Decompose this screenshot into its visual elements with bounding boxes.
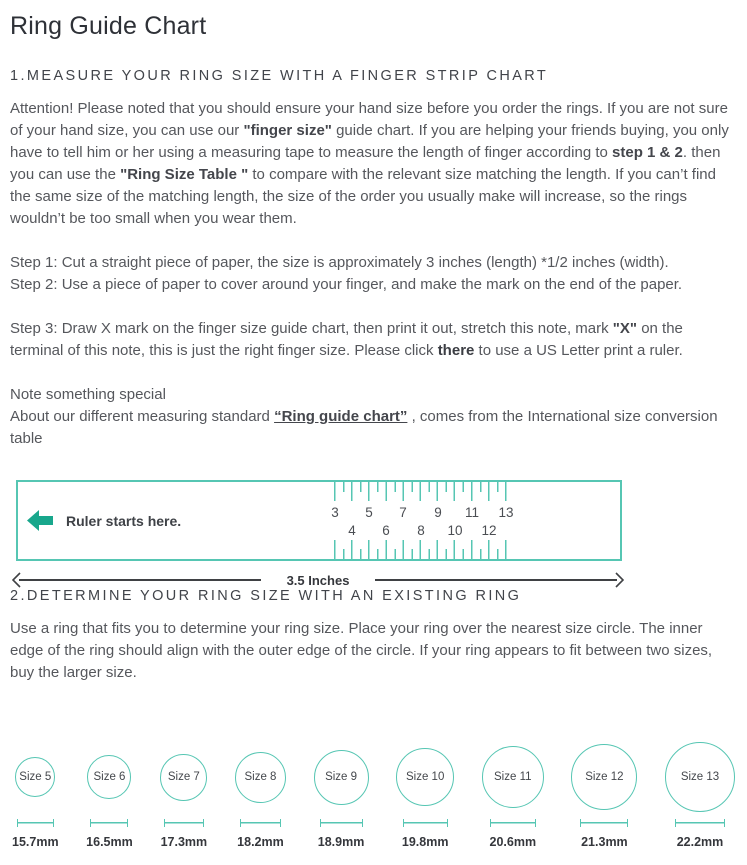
intro-paragraph xyxy=(10,98,737,230)
size-circle xyxy=(482,746,544,808)
left-arrow-icon xyxy=(27,510,53,531)
size-item xyxy=(665,740,735,849)
step-3-text: on the terminal of this note, this is just the right finger size. Please click xyxy=(10,320,683,359)
ruler-number: 6 xyxy=(382,523,390,538)
measure-line-left xyxy=(19,579,261,581)
size-item xyxy=(314,740,369,849)
diameter-line xyxy=(90,819,128,827)
size-item xyxy=(160,740,207,849)
section2-paragraph: Use a ring that fits you to determine your ring size. Place your ring over the nearest size circle. The inner edge of the ring should align with the outer edge of the circle. If your ring appears to fit between two sizes, buy the larger size. xyxy=(10,620,713,681)
step-1-text: Step 1: Cut a straight piece of paper, the size is approximately 3 inches (length) *1/2 inches (width). xyxy=(10,254,669,271)
step-2-text: Step 2: Use a piece of paper to cover around your finger, and make the mark on the end of the paper. xyxy=(10,276,683,293)
size-circle xyxy=(396,748,454,806)
ruler-ticks-top xyxy=(334,481,508,501)
diameter-value: 17.3mm xyxy=(160,835,208,849)
ruler-number: 5 xyxy=(365,505,373,520)
measure-line-right xyxy=(375,579,617,581)
page-title: Ring Guide Chart xyxy=(10,12,207,40)
x-mark-emphasis: "X" xyxy=(612,320,638,337)
size-circle xyxy=(15,757,55,797)
size-label: Size 7 xyxy=(167,771,200,783)
arrowhead-right-icon xyxy=(615,572,624,588)
size-label: Size 10 xyxy=(405,771,445,783)
size-label: Size 11 xyxy=(494,771,532,783)
ring-size-circles xyxy=(10,740,737,849)
diameter-line xyxy=(240,819,281,827)
step-3-text: Step 3: Draw X mark on the finger size guide chart, then print it out, stretch this note, mark xyxy=(10,320,613,337)
diameter-line xyxy=(17,819,54,827)
intro-text: to compare with the relevant size matching the length. If you can’t find the same size of the matching length, the size of the order you usually make will increase, so the rings wouldn’t be too small when you wear them. xyxy=(10,166,716,227)
size-circle xyxy=(571,744,637,810)
section2-heading: 2.DETERMINE YOUR RING SIZE WITH AN EXISTING RING xyxy=(10,588,522,604)
size-item xyxy=(12,740,59,849)
steps-1-2 xyxy=(10,252,737,296)
ring-size-table-emphasis: "Ring Size Table " xyxy=(120,166,249,183)
note-text: About our different measuring standard xyxy=(10,408,275,425)
size-item xyxy=(396,740,454,849)
ruler-number: 8 xyxy=(417,523,425,538)
diameter-value: 18.9mm xyxy=(317,835,365,849)
there-link[interactable]: there xyxy=(437,342,475,359)
size-item xyxy=(86,740,133,849)
note-text: , comes from the International size conversion table xyxy=(10,408,718,447)
diameter-value: 22.2mm xyxy=(676,835,724,849)
section1-heading: 1.MEASURE YOUR RING SIZE WITH A FINGER STRIP CHART xyxy=(10,68,549,84)
ruler-number: 9 xyxy=(434,505,442,520)
step-1-2-emphasis: step 1 & 2 xyxy=(612,144,683,161)
size-label: Size 12 xyxy=(585,771,624,783)
ruler-number: 4 xyxy=(348,523,356,538)
diameter-line xyxy=(580,819,628,827)
ruler-number: 10 xyxy=(447,523,463,538)
ruler-ticks-bottom xyxy=(334,540,508,560)
size-circle xyxy=(87,755,131,799)
intro-text: Attention! Please noted that you should ensure your hand size before you order the rings. If you are not sure of your hand size, you can use our xyxy=(10,100,728,139)
finger-size-emphasis: "finger size" xyxy=(243,122,332,139)
diameter-value: 19.8mm xyxy=(401,835,449,849)
diameter-value: 20.6mm xyxy=(489,835,537,849)
ruler-number: 7 xyxy=(399,505,407,520)
size-circle xyxy=(314,750,369,805)
note-paragraph xyxy=(10,384,737,450)
ruler-length-label: 3.5 Inches xyxy=(286,572,350,588)
size-label: Size 5 xyxy=(19,771,52,783)
diameter-line xyxy=(403,819,448,827)
diameter-line xyxy=(675,819,725,827)
diameter-line xyxy=(164,819,204,827)
ring-guide-chart-link[interactable]: “Ring guide chart” xyxy=(274,408,408,425)
diameter-value: 15.7mm xyxy=(12,835,59,849)
ruler-length-indicator xyxy=(12,572,624,588)
ruler-number: 3 xyxy=(331,505,339,520)
size-label: Size 13 xyxy=(680,771,720,783)
size-circle xyxy=(665,742,735,812)
ruler-start-label: Ruler starts here. xyxy=(66,512,182,529)
diameter-line xyxy=(490,819,536,827)
ruler-start xyxy=(27,482,181,559)
size-item xyxy=(571,740,637,849)
step-3 xyxy=(10,318,737,362)
ruler-number: 13 xyxy=(498,505,514,520)
size-circle xyxy=(160,754,207,801)
diameter-value: 21.3mm xyxy=(581,835,628,849)
ruler-number: 11 xyxy=(464,505,480,520)
note-title: Note something special xyxy=(10,386,166,403)
diameter-value: 18.2mm xyxy=(237,835,284,849)
finger-strip-ruler xyxy=(16,480,622,561)
size-label: Size 8 xyxy=(244,771,277,783)
size-label: Size 9 xyxy=(325,771,358,783)
diameter-line xyxy=(320,819,363,827)
intro-text: guide chart. If you are helping your friends buying, you only have to tell him or her using a measuring tape to measure the length of finger according to xyxy=(10,122,729,161)
size-label: Size 6 xyxy=(93,771,126,783)
diameter-value: 16.5mm xyxy=(86,835,133,849)
size-circle xyxy=(235,752,286,803)
ruler-number: 12 xyxy=(481,523,497,538)
ring-guide-page xyxy=(10,12,737,849)
size-item xyxy=(482,740,544,849)
step-3-text: to use a US Letter print a ruler. xyxy=(474,342,683,359)
intro-text: . then you can use the xyxy=(10,144,721,183)
size-item xyxy=(235,740,286,849)
